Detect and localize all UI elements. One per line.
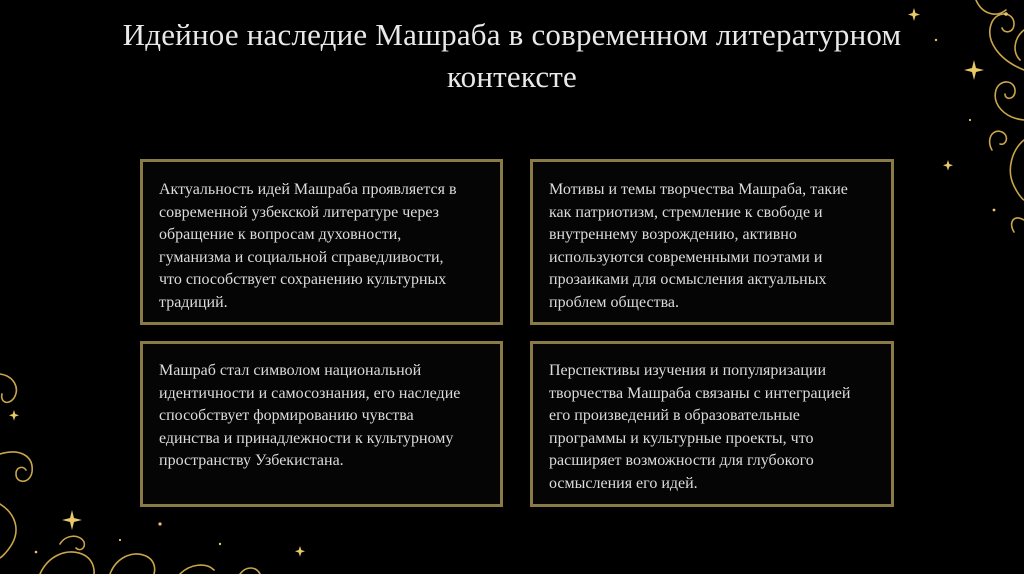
sparkle-star-icon: [9, 410, 19, 421]
card-text-line: творчества Машраба связаны с интеграцией: [549, 384, 851, 402]
card-text-line: что способствует сохранению культурных: [159, 271, 447, 288]
card-text-line: современной узбекской литературе через: [159, 203, 439, 221]
card-text-line: используются современными поэтами и: [549, 248, 823, 266]
card-text-line: проблем общества.: [549, 293, 680, 311]
slide-title-line-2: контексте: [446, 59, 578, 94]
content-card: [530, 159, 894, 325]
card-text-line: как патриотизм, стремление к свободе и: [549, 203, 823, 221]
card-text-line: способствует формированию чувства: [159, 407, 414, 424]
card-text-line: единства и принадлежности к культурному: [159, 429, 454, 447]
card-text: [159, 179, 484, 314]
card-text-line: традиций.: [159, 293, 228, 311]
card-text-line: внутреннему возрождению, активно: [549, 226, 797, 243]
sparkle-star-icon: [62, 510, 82, 530]
sparkle-star-icon: [295, 546, 305, 557]
card-text-line: Актуальность идей Машраба проявляется в: [159, 181, 457, 198]
card-text-line: пространству Узбекистана.: [159, 452, 344, 469]
card-text-line: осмысления его идей.: [549, 474, 698, 492]
slide-title: [40, 14, 984, 98]
card-text-line: идентичности и самосознания, его наследие: [159, 384, 461, 402]
card-text-line: Машраб стал символом национальной: [159, 362, 422, 379]
card-text-line: его произведений в образовательные: [549, 407, 800, 424]
slide-title-line-1: Идейное наследие Машраба в современном литературном: [122, 17, 902, 52]
card-text-line: расширяет возможности для глубокого: [549, 452, 814, 469]
card-text: [549, 360, 875, 495]
card-text: [549, 179, 875, 314]
card-text: [159, 360, 484, 473]
card-text-line: гуманизма и социальной справедливости,: [159, 248, 444, 266]
sparkle-star-icon: [943, 160, 953, 171]
card-text-line: прозаиками для осмысления актуальных: [549, 271, 827, 288]
card-text-line: программы и культурные проекты, что: [549, 429, 814, 447]
card-text-line: обращение к вопросам духовности,: [159, 226, 402, 243]
content-card: [530, 341, 894, 507]
card-text-line: Мотивы и темы творчества Машраба, такие: [549, 181, 848, 198]
content-card: [140, 159, 503, 325]
content-card: [140, 341, 503, 507]
card-text-line: Перспективы изучения и популяризации: [549, 362, 827, 379]
